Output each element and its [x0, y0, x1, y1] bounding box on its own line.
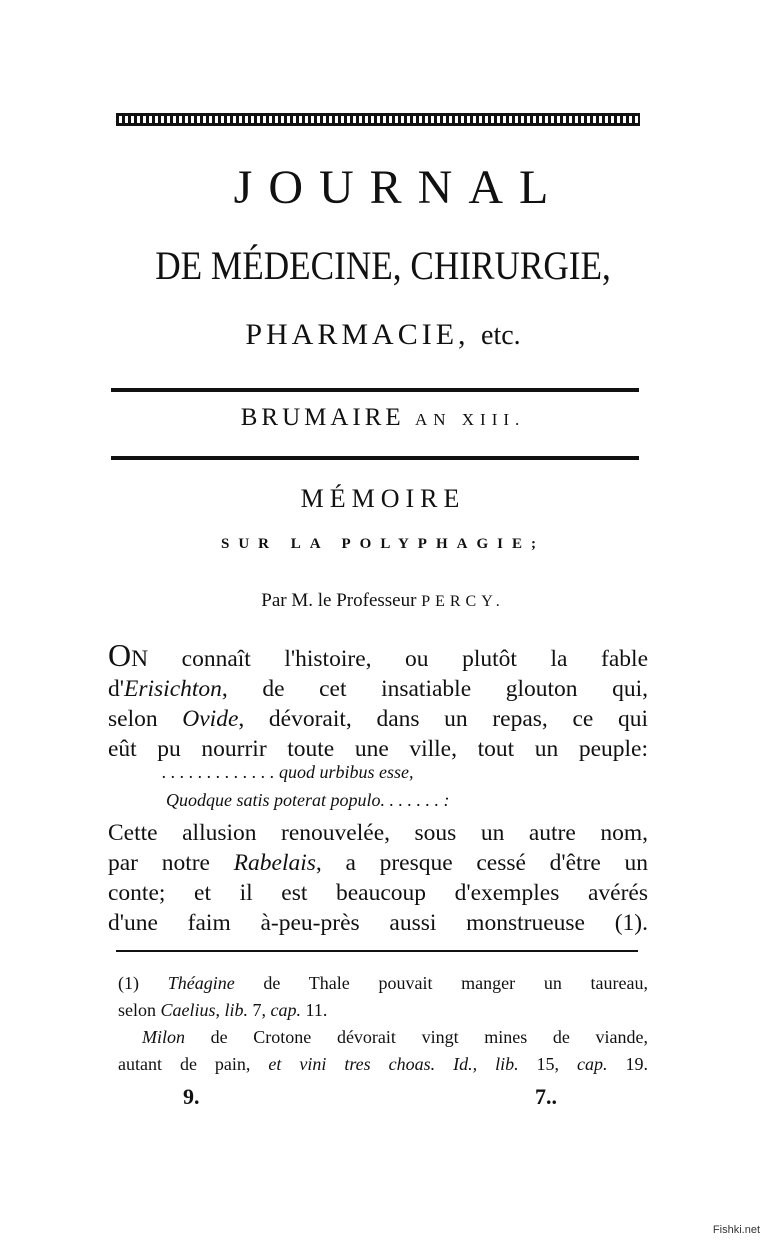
subtitle-etc: etc. — [481, 320, 521, 351]
author-prefix: Par M. le Professeur — [261, 590, 417, 611]
italic-name: Ovide — [182, 706, 239, 732]
signature-left: 9. — [183, 1084, 200, 1109]
issue-date — [0, 404, 766, 432]
text-run: par notre — [108, 850, 234, 876]
paragraph-line: d'une faim à-peu-près aussi monstrueuse (1). — [108, 910, 648, 936]
subtitle-pharmacie: PHARMACIE, — [245, 318, 470, 351]
article-author — [0, 590, 766, 612]
text-run: 7, — [248, 1000, 271, 1020]
footnote-line — [118, 1024, 648, 1051]
text-run: d' — [108, 676, 124, 702]
issue-an: AN — [414, 410, 452, 429]
text-run: 15, — [518, 1054, 578, 1074]
paragraph-line — [108, 674, 648, 704]
rule-above-date — [111, 388, 639, 392]
quote-line-1: . . . . . . . . . . . . . quod urbibus esse, — [162, 762, 414, 782]
issue-month: BRUMAIRE — [240, 404, 405, 431]
article-topic: SUR LA POLYPHAGIE; — [221, 536, 545, 552]
text-run: , dévorait, dans un repas, ce qui — [238, 706, 648, 732]
italic-ref: lib. — [224, 1000, 249, 1020]
ornamental-top-rule — [116, 113, 640, 126]
paragraph-line — [108, 704, 648, 734]
text-run: , — [215, 1000, 225, 1020]
text-run: 19. — [607, 1054, 649, 1074]
text-run: , a presque cessé d'être un — [315, 850, 649, 876]
text-run: N connaît l'histoire, ou plutôt la fable — [131, 646, 648, 672]
paragraph-line — [108, 637, 648, 674]
paragraph-1 — [108, 637, 648, 764]
rule-below-date — [111, 456, 639, 460]
paragraph-line: conte; et il est beaucoup d'exemples avérés — [108, 880, 648, 906]
text-run: selon — [108, 706, 183, 732]
italic-ref: cap. — [577, 1054, 608, 1074]
paragraph-line — [108, 848, 648, 878]
quote-line-2: Quodque satis poterat populo. . . . . . . : — [166, 790, 450, 810]
italic-name: Rabelais — [233, 850, 316, 876]
italic-name: Milon — [142, 1027, 185, 1047]
footnote-line — [118, 1051, 648, 1078]
text-run: de Thale pouvait manger un taureau, — [234, 973, 648, 993]
author-name: PERCY. — [421, 593, 505, 610]
footnote — [118, 970, 648, 1078]
italic-name: Théagine — [167, 973, 235, 993]
italic-name: Erisichton — [123, 676, 222, 702]
text-run: , de cet insatiable glouton qui, — [221, 676, 648, 702]
text-run: autant de pain, — [118, 1054, 269, 1074]
journal-subtitle: DE MÉDECINE, CHIRURGIE, — [155, 243, 611, 288]
issue-year: XIII. — [461, 410, 526, 429]
paragraph-2 — [108, 818, 648, 938]
text-run: (1) — [118, 973, 168, 993]
journal-title: JOURNAL — [233, 161, 565, 214]
footnote-line — [118, 997, 648, 1024]
footnote-line — [118, 970, 648, 997]
paragraph-line: Cette allusion renouvelée, sous un autre nom, — [108, 820, 648, 846]
signature-right: 7.. — [535, 1084, 557, 1109]
text-run: de Crotone dévorait vingt mines de viande, — [185, 1027, 648, 1047]
drop-initial: O — [108, 637, 132, 673]
italic-ref: cap. — [270, 1000, 302, 1020]
footnote-rule — [116, 950, 638, 952]
italic-name: Caelius — [160, 1000, 216, 1020]
text-run: selon — [118, 1000, 161, 1020]
article-title: MÉMOIRE — [300, 484, 466, 513]
watermark: Fishki.net — [712, 1224, 760, 1236]
text-run: 11. — [301, 1000, 328, 1020]
paragraph-line: eût pu nourrir toute une ville, tout un peuple: — [108, 736, 648, 762]
journal-subtitle-2 — [0, 318, 766, 352]
italic-ref: et vini tres choas. Id., lib. — [268, 1054, 519, 1074]
